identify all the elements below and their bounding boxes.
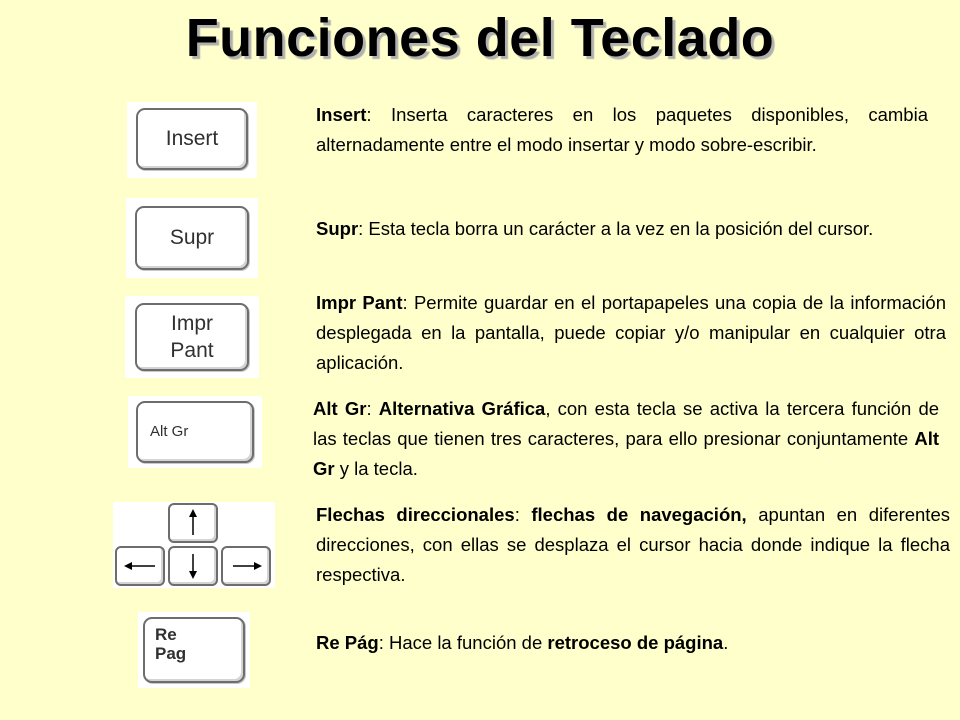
insert-key [136,108,248,170]
insert-sep: : [366,104,372,125]
supr-text: Esta tecla borra un carácter a la vez en la posición del cursor. [363,218,874,239]
repag-key-label-line2: Pag [155,644,187,663]
impr-key-label-line2: Pant [170,339,214,362]
altgr-description [313,394,939,484]
arrow-down-key [168,546,218,586]
altgr-sep: : [366,398,379,419]
insert-key-image [127,102,257,178]
arrows-term: Flechas direccionales [316,504,515,525]
supr-key-label: Supr [169,226,215,249]
supr-key-image [126,198,258,278]
arrow-down-icon [170,548,216,584]
impr-pant-description [316,288,946,378]
insert-term: Insert [316,104,367,125]
arrows-term2: flechas de navegación, [531,504,747,525]
arrow-left-icon [117,548,163,584]
insert-description [316,100,928,160]
arrow-up-icon [170,505,216,541]
arrow-keys-image [113,502,275,588]
altgr-term-full: Alternativa Gráfica [378,398,546,419]
arrow-right-icon [223,548,269,584]
supr-sep: : [358,218,364,239]
altgr-term: Alt Gr [313,398,367,419]
repag-sep: : [378,632,384,653]
repag-description [316,628,936,658]
supr-term: Supr [316,218,359,239]
impr-pant-text: Permite guardar en el portapapeles una copia de la información desplegada en la pantalla, puede copiar y/o manipular en cualquier otra aplicación. [316,292,946,373]
insert-key-label: Insert [165,127,219,150]
repag-key-label-line1: Re [155,625,177,644]
impr-key-label-line1: Impr [171,312,213,335]
impr-pant-term: Impr Pant [316,292,403,313]
altgr-text2: y la tecla. [334,458,418,479]
repag-text2: . [723,632,729,653]
repag-key [143,617,245,683]
impr-pant-key [135,303,249,371]
repag-term2: retroceso de página [547,632,724,653]
arrows-sep: : [514,504,532,525]
arrows-description [316,500,950,590]
arrow-left-key [115,546,165,586]
supr-description [316,214,936,244]
repag-key-image [138,612,250,688]
altgr-key-image [128,396,262,468]
altgr-key-label: Alt Gr [150,423,189,440]
repag-term: Re Pág [316,632,379,653]
impr-pant-sep: : [402,292,408,313]
altgr-text1: , con esta tecla se activa la tercera función de las teclas que tienen tres caracteres, para ello presionar conjuntamente [313,398,940,449]
altgr-term-repeat: Alt Gr [313,428,939,479]
arrow-right-key [221,546,271,586]
arrow-up-key [168,503,218,543]
insert-text: Inserta caracteres en los paquetes disponibles, cambia alternadamente entre el modo insertar y modo sobre-escribir. [316,104,928,155]
altgr-key [136,401,254,463]
supr-key [135,206,249,270]
page-title: Funciones del Teclado [185,8,775,68]
repag-text1: Hace la función de [383,632,548,653]
impr-pant-key-image [125,296,259,378]
arrows-text: apuntan en diferentes direcciones, con ellas se desplaza el cursor hacia donde indique la flecha respectiva. [316,504,950,585]
